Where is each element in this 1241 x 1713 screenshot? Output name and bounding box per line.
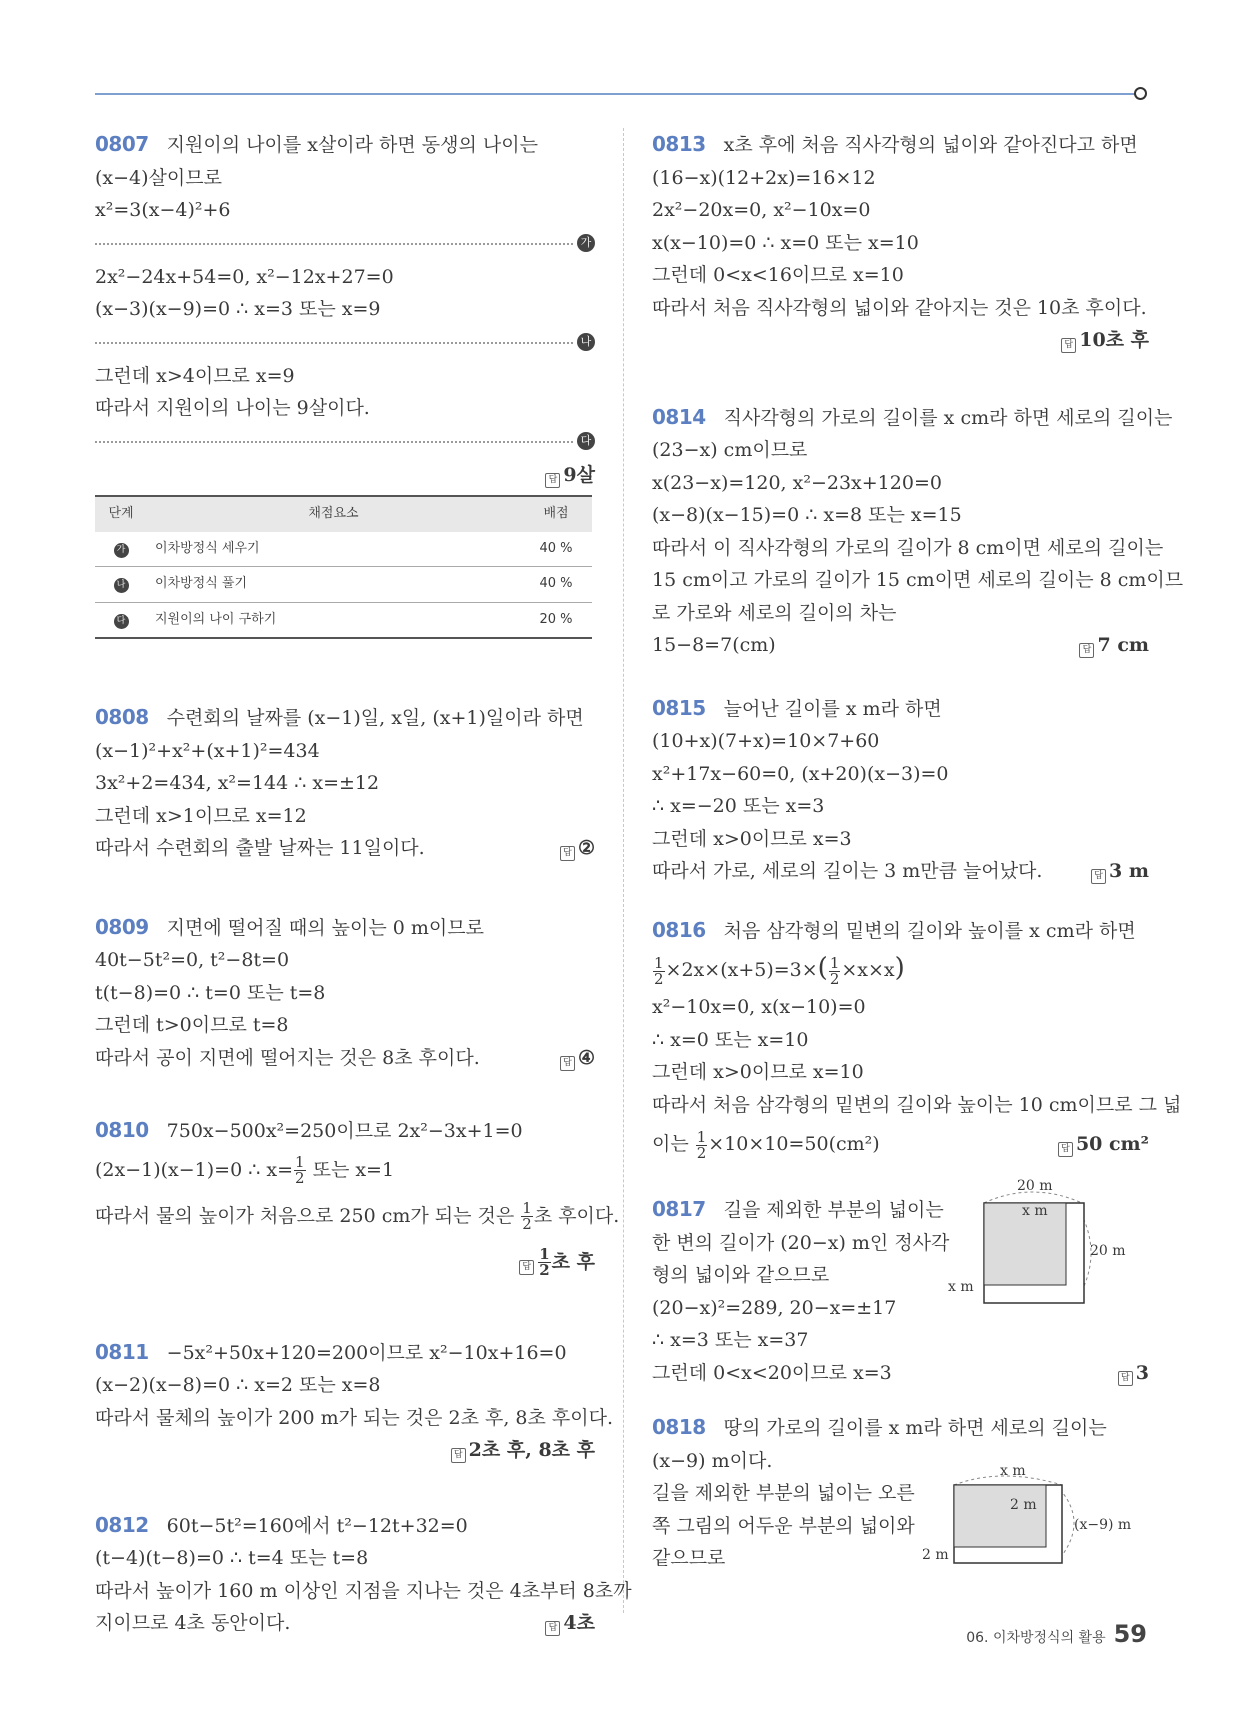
label-inner: 2 m [1010,1497,1037,1513]
section-title: 06. 이차방정식의 활용 [966,1630,1106,1646]
solution-line: 쪽 그림의 어두운 부분의 넓이와 [652,1514,915,1537]
answer: 답 3 [1118,1357,1149,1390]
answer-icon: 답 [1118,1371,1133,1386]
label-top: x m [1000,1463,1026,1479]
solution-line: 15−8=7(cm) [652,634,776,656]
solution-line: 형의 넓이와 같으므로 [652,1264,830,1286]
problem-0809: 0809 지면에 떨어질 때의 높이는 0 m이므로 40t−5t²=0, t²−8t=0 t(t−8)=0 ∴ t=0 또는 t=8 그런데 t>0이므로 t=8 따라서 공이 지면에 떨어지는 것은 8초 후이다. 답 ④ [95,911,595,1075]
problem-number: 0817 [652,1197,706,1221]
answer-icon: 답 [545,473,560,488]
problem-0815: 0815 늘어난 길이를 x m라 하면 (10+x)(7+x)=10×7+60 x²+17x−60=0, (x+20)(x−3)=0 ∴ x=−20 또는 x=3 그런데 x>0이므로 x=3 따라서 가로, 세로의 길이는 3 m만큼 늘어났다. 답 3 m [652,692,1149,888]
step-badge: 다 [577,432,595,450]
problem-number: 0810 [95,1118,149,1142]
fraction: $\frac{1}{2}$ [829,953,840,988]
solution-line: ∴ x=3 또는 x=37 [652,1329,809,1351]
left-column [95,128,632,1640]
answer: 답 4초 [545,1607,595,1640]
step-divider [95,326,595,360]
solution-line: 40t−5t²=0, t²−8t=0 [95,949,290,971]
solution-line: (x−9) m이다. [652,1449,773,1472]
solution-line: (x−4)살이므로 [95,166,222,189]
problem-0813: 0813 x초 후에 처음 직사각형의 넓이와 같아진다고 하면 (16−x)(12+2x)=16×12 2x²−20x=0, x²−10x=0 x(x−10)=0 ∴ x=0 또는 x=10 그런데 0<x<16이므로 x=10 따라서 처음 직사각형의 넓이와 같아지는 것은 10초 후이다. 답 10초 후 [652,128,1149,357]
step-badge: 다 [114,614,129,629]
answer-icon: 답 [1091,869,1106,884]
solution-line: 따라서 물체의 높이가 200 m가 되는 것은 2초 후, 8초 후이다. [95,1406,614,1429]
problem-number: 0809 [95,914,149,939]
scoring-table [95,495,592,639]
label-bottom: x m [948,1279,974,1295]
right-column [652,128,1184,1575]
solution-line: x(23−x)=120, x²−23x+120=0 [652,471,942,494]
problem-number: 0813 [652,132,706,156]
step-divider [95,425,595,459]
fraction: $\frac{1}{2}$ [539,1245,550,1279]
solution-line: 그런데 0<x<16이므로 x=10 [652,264,904,286]
solution-line: 그런데 t>0이므로 t=8 [95,1014,289,1036]
problem-0818: 0818 땅의 가로의 길이를 x m라 하면 세로의 길이는 (x−9) m이다. 길을 제외한 부분의 넓이는 오른 쪽 그림의 어두운 부분의 넓이와 같으므로 x m 2 m (x−9) m 2 m [652,1411,1149,1575]
solution-line: 그런데 x>1이므로 x=12 [95,804,307,827]
problem-number: 0815 [652,695,706,720]
label-side: 20 m [1090,1243,1126,1259]
table-row: 나 이차방정식 풀기 40 % [95,567,592,603]
solution-line: 따라서 높이가 160 m 이상인 지점을 지나는 것은 4초부터 8초까 [95,1579,632,1602]
problem-0816: 0816 처음 삼각형의 밑변의 길이와 높이를 x cm라 하면 $\frac{1}{2}$ ×2x×(x+5)=3×( $\frac{1}{2}$ ×x×x) x²−10x=0, x(x−10)=0 ∴ x=0 또는 x=10 그런데 x>0이므로 x=10 따라서 처음 삼각형의 밑변의 길이와 높이는 10 cm이므로 그 넓 이는 $\frac{1}{2}$ ×10×10=50(cm²) 답 50 cm² [652,914,1149,1168]
problem-0810: 0810 750x−500x²=250이므로 2x²−3x+1=0 (2x−1)(x−1)=0 ∴ x= $\frac{1}{2}$ 또는 x=1 따라서 물의 높이가 처음으로 250 cm가 되는 것은 $\frac{1}{2}$ 초 후이다. 답 $\frac{1}{2}$ 초 후 [95,1114,595,1284]
problem-0814: 0814 직사각형의 가로의 길이를 x cm라 하면 세로의 길이는 (23−x) cm이므로 x(23−x)=120, x²−23x+120=0 (x−8)(x−15)=0 ∴ x=8 또는 x=15 따라서 이 직사각형의 가로의 길이가 8 cm이면 세로의 길이는 15 cm이고 가로의 길이가 15 cm이면 세로의 길이는 8 cm이므 로 가로와 세로의 길이의 차는 15−8=7(cm) 답 7 cm [652,401,1149,662]
solution-line: (x−8)(x−15)=0 ∴ x=8 또는 x=15 [652,504,962,526]
problem-0808: 0808 수련회의 날짜를 (x−1)일, x일, (x+1)일이라 하면 (x−1)²+x²+(x+1)²=434 3x²+2=434, x²=144 ∴ x=±12 그런데 x>1이므로 x=12 따라서 수련회의 출발 날짜는 11일이다. 답 ② [95,701,595,865]
solution-line: 따라서 이 직사각형의 가로의 길이가 8 cm이면 세로의 길이는 [652,536,1164,559]
answer: 답 10초 후 [652,324,1149,357]
solution-line: 따라서 처음 직사각형의 넓이와 같아지는 것은 10초 후이다. [652,296,1147,319]
solution-line: 길을 제외한 부분의 넓이는 오른 [652,1482,915,1504]
step-badge: 나 [577,333,595,351]
fraction: $\frac{1}{2}$ [696,1127,707,1162]
solution-line: (20−x)²=289, 20−x=±17 [652,1296,897,1319]
problem-number: 0807 [95,132,149,156]
solution-line: (x−1)²+x²+(x+1)²=434 [95,739,320,762]
problem-number: 0808 [95,705,149,729]
solution-line: 같으므로 [652,1547,726,1569]
answer-icon: 답 [451,1448,466,1463]
answer-icon: 답 [519,1260,534,1275]
solution-line: 따라서 처음 삼각형의 밑변의 길이와 높이는 10 cm이므로 그 넓 [652,1093,1182,1116]
header-rule [95,93,1142,95]
page-footer [966,1620,1147,1648]
answer: 답 9살 [95,459,595,492]
label-inner: x m [1022,1203,1048,1219]
fraction: $\frac{1}{2}$ [295,1153,305,1187]
problem-number: 0818 [652,1415,706,1439]
label-side: (x−9) m [1074,1517,1132,1533]
answer: 답 $\frac{1}{2}$ 초 후 [95,1240,595,1284]
solution-line: 2x²−20x=0, x²−10x=0 [652,199,871,221]
solution-line: 그런데 x>4이므로 x=9 [95,364,295,387]
answer-icon: 답 [1058,1142,1073,1157]
label-top: 20 m [1017,1178,1053,1194]
answer-icon: 답 [560,846,575,861]
answer-icon: 답 [1061,338,1076,353]
fraction: $\frac{1}{2}$ [522,1199,532,1233]
solution-line: 3x²+2=434, x²=144 ∴ x=±12 [95,772,380,794]
answer: 답 50 cm² [1058,1121,1149,1167]
solution-line: (x−2)(x−8)=0 ∴ x=2 또는 x=8 [95,1374,381,1396]
solution-line: 로 가로와 세로의 길이의 차는 [652,601,897,624]
solution-line: 한 변의 길이가 (20−x) m인 정사각 [652,1231,950,1254]
solution-line: 따라서 수련회의 출발 날짜는 11일이다. [95,837,425,859]
solution-line: 그런데 x>0이므로 x=3 [652,827,852,850]
column-divider [623,128,624,1613]
solution-line: 지원이의 나이를 x살이라 하면 동생의 나이는 [166,134,538,156]
solution-line: ∴ x=−20 또는 x=3 [652,795,825,817]
solution-line: ∴ x=0 또는 x=10 [652,1028,809,1051]
solution-line: (x−3)(x−9)=0 ∴ x=3 또는 x=9 [95,298,381,320]
table-header: 배점 [543,506,569,521]
solution-line: (t−4)(t−8)=0 ∴ t=4 또는 t=8 [95,1547,369,1569]
answer: 답 ② [560,832,595,865]
solution-line: 지이므로 4초 동안이다. [95,1612,291,1634]
answer: 답 3 m [1091,855,1149,888]
problem-number: 0814 [652,404,706,429]
page-number: 59 [1113,1620,1147,1648]
answer-icon: 답 [1079,643,1094,658]
solution-line: t(t−8)=0 ∴ t=0 또는 t=8 [95,981,326,1004]
solution-line: 따라서 가로, 세로의 길이는 3 m만큼 늘어났다. [652,860,1043,882]
answer: 답 ④ [560,1042,595,1075]
figure-0818 [922,1463,1152,1577]
solution-line: 따라서 공이 지면에 떨어지는 것은 8초 후이다. [95,1046,480,1069]
solution-line: 그런데 x>0이므로 x=10 [652,1061,864,1083]
problem-0811: 0811 −5x²+50x+120=200이므로 x²−10x+16=0 (x−2)(x−8)=0 ∴ x=2 또는 x=8 따라서 물체의 높이가 200 m가 되는 것은 2초 후, 8초 후이다. 답 2초 후, 8초 후 [95,1336,595,1467]
problem-number: 0812 [95,1512,149,1537]
solution-line: x²+17x−60=0, (x+20)(x−3)=0 [652,762,949,785]
label-bottom: 2 m [922,1547,949,1563]
answer: 답 7 cm [1079,629,1149,662]
figure-0817 [948,1178,1152,1323]
table-header: 단계 [108,506,134,521]
solution-line: (16−x)(12+2x)=16×12 [652,166,876,189]
problem-number: 0811 [95,1339,149,1364]
step-badge: 나 [114,578,129,593]
header-rule-dot [1134,87,1147,100]
table-row: 다 지원이의 나이 구하기 20 % [95,602,592,638]
solution-line: (10+x)(7+x)=10×7+60 [652,730,880,752]
step-badge: 가 [577,234,595,252]
solution-line: x(x−10)=0 ∴ x=0 또는 x=10 [652,231,919,254]
solution-line: x²=3(x−4)²+6 [95,199,231,221]
table-header: 채점요소 [308,506,359,521]
solution-line: 따라서 지원이의 나이는 9살이다. [95,397,370,419]
solution-line: 15 cm이고 가로의 길이가 15 cm이면 세로의 길이는 8 cm이므 [652,569,1184,591]
table-row: 가 이차방정식 세우기 40 % [95,532,592,567]
solution-line: 2x²−24x+54=0, x²−12x+27=0 [95,265,394,288]
answer: 답 2초 후, 8초 후 [95,1434,595,1467]
answer-icon: 답 [545,1621,560,1636]
problem-0807 [95,128,595,639]
problem-0817: 0817 길을 제외한 부분의 넓이는 한 변의 길이가 (20−x) m인 정사각 형의 넓이와 같으므로 (20−x)²=289, 20−x=±17 ∴ x=3 또는 x=37 그런데 0<x<20이므로 x=3 답 3 20 m x m 20 m x m [652,1193,1149,1389]
problem-0812: 0812 60t−5t²=160에서 t²−12t+32=0 (t−4)(t−8)=0 ∴ t=4 또는 t=8 따라서 높이가 160 m 이상인 지점을 지나는 것은 4초부터 8초까 지이므로 4초 동안이다. 답 4초 [95,1509,595,1640]
solution-line: x²−10x=0, x(x−10)=0 [652,996,866,1018]
solution-line: (23−x) cm이므로 [652,439,808,461]
fraction: $\frac{1}{2}$ [654,953,664,988]
solution-line: 그런데 0<x<20이므로 x=3 [652,1361,892,1384]
problem-number: 0816 [652,917,706,942]
answer-icon: 답 [560,1056,575,1071]
step-badge: 가 [114,543,129,558]
step-divider [95,227,595,261]
